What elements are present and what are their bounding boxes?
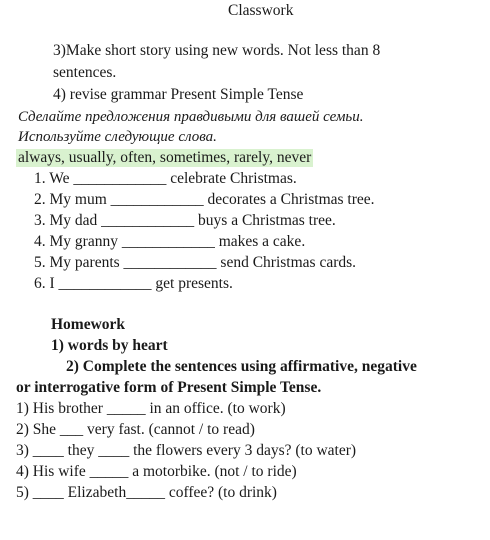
classwork-sentence-2: 2. My mum ____________ decorates a Christmas tree. — [34, 191, 375, 208]
task-3-line-2: sentences. — [53, 64, 117, 81]
russian-instruction-2: Используйте следующие слова. — [18, 129, 217, 145]
classwork-sentence-1: 1. We ____________ celebrate Christmas. — [34, 170, 297, 187]
classwork-sentence-4: 4. My granny ____________ makes a cake. — [34, 233, 306, 250]
homework-sentence-2: 2) She ___ very fast. (cannot / to read) — [16, 421, 255, 438]
homework-task-2-line-1: 2) Complete the sentences using affirmative, negative — [66, 358, 417, 375]
task-3-line-1: 3)Make short story using new words. Not less than 8 — [53, 42, 381, 59]
homework-sentence-5: 5) ____ Elizabeth_____ coffee? (to drink) — [16, 484, 277, 501]
homework-sentence-4: 4) His wife _____ a motorbike. (not / to ride) — [16, 463, 297, 480]
russian-instruction-1: Сделайте предложения правдивыми для вашей семьи. — [18, 109, 364, 125]
classwork-sentence-5: 5. My parents ____________ send Christmas cards. — [34, 254, 357, 271]
task-4: 4) revise grammar Present Simple Tense — [53, 86, 304, 103]
classwork-sentence-3: 3. My dad ____________ buys a Christmas tree. — [34, 212, 336, 229]
classwork-title: Classwork — [228, 2, 294, 19]
homework-sentence-1: 1) His brother _____ in an office. (to work) — [16, 400, 286, 417]
homework-task-2-line-2: or interrogative form of Present Simple Tense. — [16, 379, 322, 396]
classwork-sentence-6: 6. I ____________ get presents. — [34, 275, 233, 292]
homework-task-1: 1) words by heart — [51, 337, 168, 354]
adverbs-word-list: always, usually, often, sometimes, rarely, never — [18, 149, 312, 166]
homework-title: Homework — [51, 316, 126, 333]
homework-sentence-3: 3) ____ they ____ the flowers every 3 days? (to water) — [16, 442, 357, 459]
